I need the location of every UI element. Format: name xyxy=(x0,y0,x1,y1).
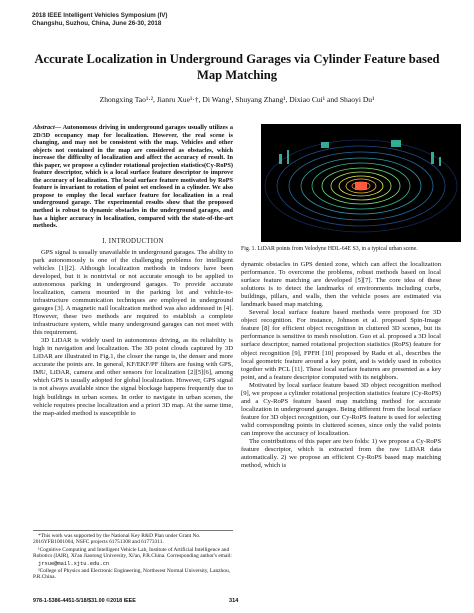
intro-paragraph-2: 3D LiDAR is widely used in autonomous driving, as its reliability is high in navigation and localization. The 3D point clouds captured by 3D LiDAR are illustrated in Fig.1, the closer the range is, the denser and more accurate the points are. In general, KF/EKF/PF filters are fusing with GPS, IMU, LiDAR, camera and other sensors for localization [2][5][6], among which GPS is usually adopted for global localization. However, GPS signal is not always available since the signal blockage happens frequently due to high buildings in urban scenes. In order to navigate in urban scenes, the vehicle requires precise localization and a priori 3D map. At the same time, the map-aided method is susceptible to xyxy=(33,337,233,417)
conference-header xyxy=(32,12,167,28)
lidar-point-cloud-image xyxy=(261,124,461,242)
abstract xyxy=(33,124,233,230)
abstract-text: Autonomous driving in underground garages usually utilizes a 2D/3D occupancy map for localization. However, the real scene is changing, and may not be consistent with the map. Vehicles and other objects not contained in the map are considered as obstacles, which increase the difficulty of localization and affect the accuracy of result. In this paper, we propose a cylinder rotational projection statistics(Cy-RoPS) feature descriptor, which is a local surface feature descriptor to improve the accuracy of localization. The local surface feature motivated by RoPS feature is invariant to rotation of point set enclosed in a cylinder. We also propose to employ the local surface feature for localization in a real underground garage. The experimental results show that the proposed method is robust to dynamic obstacles in the underground garages, and has a higher accuracy in localization, compared with the state-of-the-art methods. xyxy=(33,124,233,230)
footnote-email: jrxue@mail.xjtu.edu.cn xyxy=(38,560,110,567)
page-number: 314 xyxy=(229,598,239,604)
footnote-funding: *This work was supported by the National Key R&D Plan under Grant No. 2016YFB1001004, NSFC projects 61751308 and 61773311. xyxy=(33,533,201,546)
conference-location: Changshu, Suzhou, China, June 26-30, 2018 xyxy=(32,20,162,27)
section-heading-introduction: I. INTRODUCTION xyxy=(102,237,164,245)
footnote-affiliation-2: ²College of Physics and Electronic Engineering, Northwest Normal University, Lanzhou, P.R.China. xyxy=(33,568,230,581)
right-paragraph-4: The contributions of this paper are two folds: 1) we propose a Cy-RoPS feature descriptor, which is extracted from the raw LiDAR data automatically. 2) we propose an efficient Cy-RoPS based map matching method, which is xyxy=(241,438,441,470)
author-list: Zhongxing Tao¹·², Jianru Xue¹·†, Di Wang¹, Shuyang Zhang¹, Dixiao Cui¹ and Shaoyi Du¹ xyxy=(99,95,375,104)
lidar-figure xyxy=(261,124,461,242)
right-paragraph-2: Several local surface feature based methods were proposed for 3D object recognition. For instance, Johnson et al. proposed Spin-Image feature [8] for efficient object recognition in cluttered 3D scenes, but its performance is sensitive to mesh resolution. Guo et al. proposed a 3D local surface descriptor, named rotational projection statistics (RoPS) feature for object recognition [9], FPFH [10] proposed by Radu et al., describes the local geometric feature around a key point, and is widely used in robotics together with PCL [11]. These local surface features are presented as a key point, and a feature descriptor computed with its neighbors. xyxy=(241,309,441,381)
paper-title: Accurate Localization in Underground Garages via Cylinder Feature based Map Matching xyxy=(34,52,440,82)
right-column xyxy=(241,124,441,470)
intro-paragraph-1: GPS signal is usually unavailable in underground garages. The ability to park autonomously is one of the challenging problems for intelligent vehicles [1][2]. Although localization methods in indoors have been developed, but it is nontrivial or not accurate enough to be applied to autonomous parking in underground garages. To provide accurate localization, camera mounted in the parking lot and vehicle-to-infrastructure communication techniques are employed in underground garages [3]. A magnetic nail localization method was also addressed in [4]. However, these two methods are required to establish a complete infrastructure system, while many underground garages can not meet with this requirement. xyxy=(33,248,233,337)
left-column xyxy=(33,124,233,418)
conference-name: 2018 IEEE Intelligent Vehicles Symposium (IV) xyxy=(32,12,168,19)
abstract-lead: Abstract— xyxy=(33,124,61,131)
right-paragraph-1: dynamic obstacles in GPS denied zone, which can affect the localization performance. To overcome the problems, robust methods based on local surface feature matching are developed [5][7]. The core idea of these solutions is to detect the landmarks of environments including curbs, buildings, pillars, and walls, then the vehicle poses are estimated via landmark based map matching. xyxy=(241,261,441,309)
figure-caption: Fig. 1. LiDAR points from Velodyne HDL-64E S3, in a typical urban scene. xyxy=(241,246,418,252)
footer-isbn: 978-1-5386-4451-5/18/$31.00 ©2018 IEEE xyxy=(33,598,136,604)
footnotes xyxy=(33,530,233,582)
footnote-affiliation-1: ¹Cognitive Computing and Intelligent Vehicle Lab, Institute of Artificial Intelligence and Robotics (IAIR), Xi'an Jiaotong University, Xi'an, P.R.China. Corresponding author's email: xyxy=(33,546,232,560)
right-paragraph-3: Motivated by local surface feature based 3D object recognition method [9], we propose a cylinder rotational projection statistics feature (Cy-RoPS) and a Cy-RoPS feature based map matching method for accurate localization in underground garages. Being different from the local surface feature for 3D object recognition, our Cy-RoPS feature is used for selecting valid corresponding points in cluttered scenes, since only the valid points can improve the accuracy of localization. xyxy=(241,381,441,437)
